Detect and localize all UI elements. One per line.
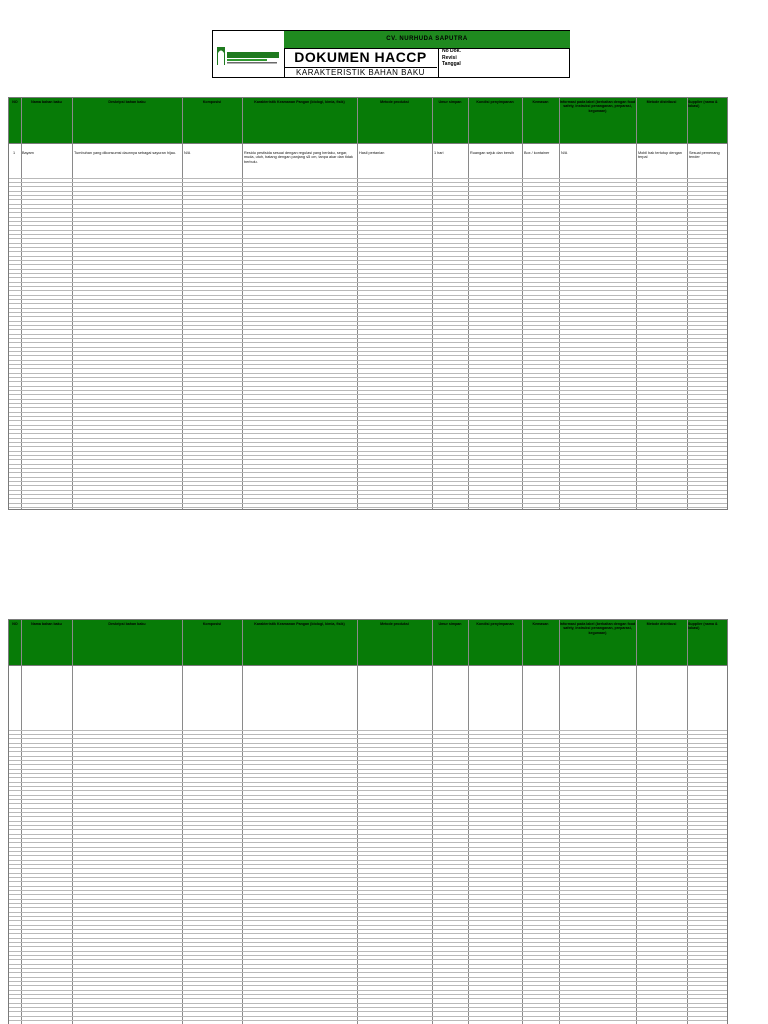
cell-metode-produksi: Hasil pertanian [359,151,385,155]
cell-supplier: Sesuai pemenang tender [689,151,720,160]
row-divider [9,933,727,934]
row-divider [9,842,727,843]
row-divider [9,968,727,969]
raw-material-table-2 [8,619,728,1024]
col-header-umur-simpan: Umur simpan [438,100,462,104]
row-divider [9,777,727,778]
col-header-metode-produksi: Metode produksi [380,622,409,626]
cell-komposisi: N/A [184,151,191,155]
row-divider [9,178,727,179]
cell-karakteristik: Residu pestisida sesuai dengan regulasi yang berlaku, segar, muda, utuh, batang dengan panjang ≤5 cm, tanpa akar dan tidak berbulu. [244,151,353,164]
col-header-kondisi: Kondisi penyimpanan [476,622,514,626]
cell-nama: Bayam [22,151,34,155]
row-divider [9,182,727,183]
row-divider [9,799,727,800]
row-divider [9,334,727,335]
row-divider [9,769,727,770]
row-divider [9,459,727,460]
row-divider [9,433,727,434]
meta-no-dok: No Dok. [442,48,461,54]
row-divider [9,416,727,417]
row-divider [9,394,727,395]
row-divider [9,1016,727,1017]
row-divider [9,751,727,752]
cell-umur-simpan: 1 hari [434,151,444,155]
row-divider [9,204,727,205]
row-divider [9,808,727,809]
row-divider [9,860,727,861]
row-divider [9,364,727,365]
row-divider [9,373,727,374]
row-divider [9,760,727,761]
row-divider [9,734,727,735]
raw-material-table-1 [8,97,728,510]
row-divider [9,321,727,322]
col-header-kemasan: Kemasan [532,100,549,104]
col-header-no: NO [12,100,18,104]
row-divider [9,351,727,352]
row-divider [9,225,727,226]
row-divider [9,329,727,330]
row-divider [9,816,727,817]
row-divider [9,977,727,978]
col-header-label: Informasi pada label (berkaitan dengan food safety, instruksi penanganan, preparasi, kegunaan) [559,100,636,113]
row-divider [9,873,727,874]
row-divider [9,312,727,313]
row-divider [9,498,727,499]
row-divider [9,886,727,887]
row-divider [9,847,727,848]
row-divider [9,256,727,257]
col-header-label: Informasi pada label (berkaitan dengan food safety, instruksi penanganan, preparasi, kegunaan) [559,622,636,635]
company-logo [217,45,280,67]
col-header-metode-produksi: Metode produksi [380,100,409,104]
col-header-deskripsi: Deskripsi bahan baku [108,100,146,104]
row-divider [9,186,727,187]
row-divider [9,803,727,804]
row-divider [9,868,727,869]
row-divider [9,303,727,304]
row-divider [9,795,727,796]
cell-kondisi: Ruangan sejuk dan bersih [470,151,515,155]
row-divider [9,199,727,200]
row-divider [9,964,727,965]
col-header-nama: Nama bahan baku [31,100,62,104]
row-divider [9,273,727,274]
row-divider [9,990,727,991]
col-header-distribusi: Metode distribusi [646,622,677,626]
row-divider [9,899,727,900]
row-divider [9,481,727,482]
row-divider [9,955,727,956]
row-divider [9,907,727,908]
row-divider [9,286,727,287]
row-divider [9,316,727,317]
row-divider [9,442,727,443]
col-header-supplier: Supplier (nama & lokasi) [688,100,718,109]
meta-revisi: Revisi [442,54,457,61]
row-divider [9,386,727,387]
row-divider [9,730,727,731]
row-divider [9,864,727,865]
row-divider [9,355,727,356]
row-divider [9,390,727,391]
document-title: DOKUMEN HACCP [284,48,437,68]
row-divider [9,468,727,469]
row-divider [9,217,727,218]
row-divider [9,786,727,787]
row-divider [9,903,727,904]
table-header-2 [9,620,727,666]
row-divider [9,290,727,291]
row-divider [9,360,727,361]
row-divider [9,881,727,882]
cell-deskripsi: Tumbuhan yang dikonsumsi daunnya sebagai sayuran hijau. [74,151,177,155]
row-divider [9,946,727,947]
col-header-distribusi: Metode distribusi [646,100,677,104]
row-divider [9,412,727,413]
row-divider [9,1007,727,1008]
row-divider [9,756,727,757]
logo-cell [213,31,285,77]
row-divider [9,507,727,508]
row-divider [9,429,727,430]
row-divider [9,838,727,839]
row-divider [9,381,727,382]
row-divider [9,234,727,235]
row-divider [9,877,727,878]
col-header-supplier: Supplier (nama & lokasi) [688,622,718,631]
row-divider [9,342,727,343]
document-header [212,30,570,78]
cell-distribusi: Mobil bak tertutup dengan terpal [638,151,682,160]
row-divider [9,959,727,960]
row-divider [9,191,727,192]
col-header-kondisi: Kondisi penyimpanan [476,100,514,104]
document-subtitle: KARAKTERISTIK BAHAN BAKU [296,68,425,77]
col-header-karakteristik: Karakteristik Keamanan Pangan (biologi, kimia, fisik) [254,100,345,104]
row-divider [9,438,727,439]
col-header-umur-simpan: Umur simpan [438,622,462,626]
row-divider [9,890,727,891]
row-divider [9,764,727,765]
row-divider [9,420,727,421]
row-divider [9,825,727,826]
row-divider [9,951,727,952]
row-divider [9,485,727,486]
col-header-deskripsi: Deskripsi bahan baku [108,622,146,626]
row-divider [9,920,727,921]
row-divider [9,377,727,378]
col-header-no: NO [12,622,18,626]
cell-no: 1 [13,151,16,155]
row-divider [9,981,727,982]
row-divider [9,212,727,213]
row-divider [9,942,727,943]
col-header-komposisi: Komposisi [202,100,222,104]
row-divider [9,195,727,196]
row-divider [9,325,727,326]
row-divider [9,812,727,813]
row-divider [9,1003,727,1004]
row-divider [9,834,727,835]
row-divider [9,247,727,248]
row-divider [9,260,727,261]
row-divider [9,747,727,748]
row-divider [9,503,727,504]
col-header-karakteristik: Karakteristik Keamanan Pangan (biologi, kimia, fisik) [254,622,345,626]
row-divider [9,851,727,852]
row-divider [9,985,727,986]
row-divider [9,208,727,209]
row-divider [9,251,727,252]
row-divider [9,938,727,939]
row-divider [9,998,727,999]
row-divider [9,399,727,400]
row-divider [9,338,727,339]
row-divider [9,425,727,426]
row-divider [9,1020,727,1021]
row-divider [9,773,727,774]
row-divider [9,277,727,278]
row-divider [9,282,727,283]
row-divider [9,269,727,270]
row-divider [9,490,727,491]
company-name: CV. NURHUDA SAPUTRA [284,31,570,49]
row-divider [9,829,727,830]
row-divider [9,782,727,783]
document-meta [438,48,571,77]
row-divider [9,1011,727,1012]
col-header-kemasan: Kemasan [532,622,549,626]
row-divider [9,912,727,913]
row-divider [9,477,727,478]
row-divider [9,472,727,473]
row-divider [9,916,727,917]
row-divider [9,738,727,739]
row-divider [9,403,727,404]
row-divider [9,243,727,244]
row-divider [9,464,727,465]
row-divider [9,230,727,231]
row-divider [9,446,727,447]
row-divider [9,455,727,456]
row-divider [9,494,727,495]
row-divider [9,407,727,408]
row-divider [9,855,727,856]
row-divider [9,994,727,995]
cell-kemasan: Box / kontainer [524,151,550,155]
row-divider [9,925,727,926]
row-divider [9,929,727,930]
table-header-1 [9,98,727,144]
row-divider [9,743,727,744]
col-header-nama: Nama bahan baku [31,622,62,626]
row-divider [9,894,727,895]
row-divider [9,972,727,973]
row-divider [9,295,727,296]
row-divider [9,821,727,822]
meta-tanggal: Tanggal [442,61,461,67]
row-divider [9,221,727,222]
row-divider [9,308,727,309]
col-header-komposisi: Komposisi [202,622,222,626]
row-divider [9,790,727,791]
cell-label: N/A [561,151,568,155]
row-divider [9,368,727,369]
row-divider [9,238,727,239]
row-divider [9,347,727,348]
row-divider [9,299,727,300]
row-divider [9,451,727,452]
row-divider [9,264,727,265]
